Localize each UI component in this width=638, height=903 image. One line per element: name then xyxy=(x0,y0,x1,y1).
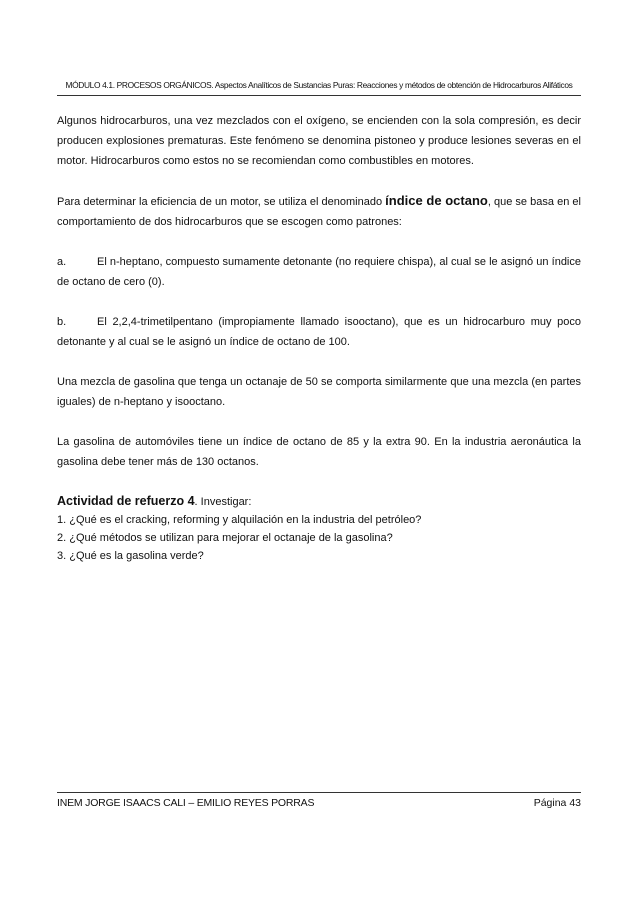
list-item-text: El 2,2,4-trimetilpentano (impropiamente llamado isooctano), que es un hidrocarburo muy poco detonante y al cual se le asignó un índice de octano de 100. xyxy=(57,316,581,348)
activity-title: Actividad de refuerzo 4 xyxy=(57,494,195,508)
list-marker: b. xyxy=(57,316,67,328)
header-divider xyxy=(57,95,581,96)
activity-section xyxy=(57,492,581,565)
page-header: MÓDULO 4.1. PROCESOS ORGÁNICOS. Aspectos Analíticos de Sustancias Puras: Reacciones y métodos de obtención de Hidrocarburos Alifáticos xyxy=(65,80,573,90)
paragraph-indice-octano xyxy=(57,191,581,232)
footer-author: INEM JORGE ISAACS CALI – EMILIO REYES PORRAS xyxy=(57,797,315,809)
list-item-a xyxy=(57,252,581,292)
bold-term: índice de octano xyxy=(385,193,488,208)
question-item: 2. ¿Qué métodos se utilizan para mejorar el octanaje de la gasolina? xyxy=(57,532,393,544)
paragraph-gasolina: La gasolina de automóviles tiene un índice de octano de 85 y la extra 90. En la industria aeronáutica la gasolina debe tener más de 130 octanos. xyxy=(57,436,581,468)
footer-divider xyxy=(57,792,581,793)
page-number: Página 43 xyxy=(533,797,581,809)
activity-heading xyxy=(57,492,581,511)
paragraph-pistoneo: Algunos hidrocarburos, una vez mezclados con el oxígeno, se encienden con la sola compresión, es decir producen explosiones prematuras. Este fenómeno se denomina pistoneo y produce lesiones severas en el motor. Hidrocarburos como estos no se recomiendan como combustibles en motores. xyxy=(57,115,581,167)
list-item-text: El n-heptano, compuesto sumamente detonante (no requiere chispa), al cual se le asignó un índice de octano de cero (0). xyxy=(57,256,581,288)
question-item: 3. ¿Qué es la gasolina verde? xyxy=(57,550,204,562)
list-item-b xyxy=(57,312,581,352)
question-item: 1. ¿Qué es el cracking, reforming y alquilación en la industria del petróleo? xyxy=(57,514,422,526)
paragraph-mezcla: Una mezcla de gasolina que tenga un octanaje de 50 se comporta similarmente que una mezcla (en partes iguales) de n-heptano y isooctano. xyxy=(57,376,581,408)
activity-subtitle: . Investigar: xyxy=(194,496,252,508)
list-marker: a. xyxy=(57,256,67,268)
page-content xyxy=(57,111,581,565)
paragraph-text: Para determinar la eficiencia de un motor, se utiliza el denominado xyxy=(57,196,386,208)
paragraph-text: , que se basa en el comportamiento de dos hidrocarburos que se escogen como patrones: xyxy=(57,196,581,228)
